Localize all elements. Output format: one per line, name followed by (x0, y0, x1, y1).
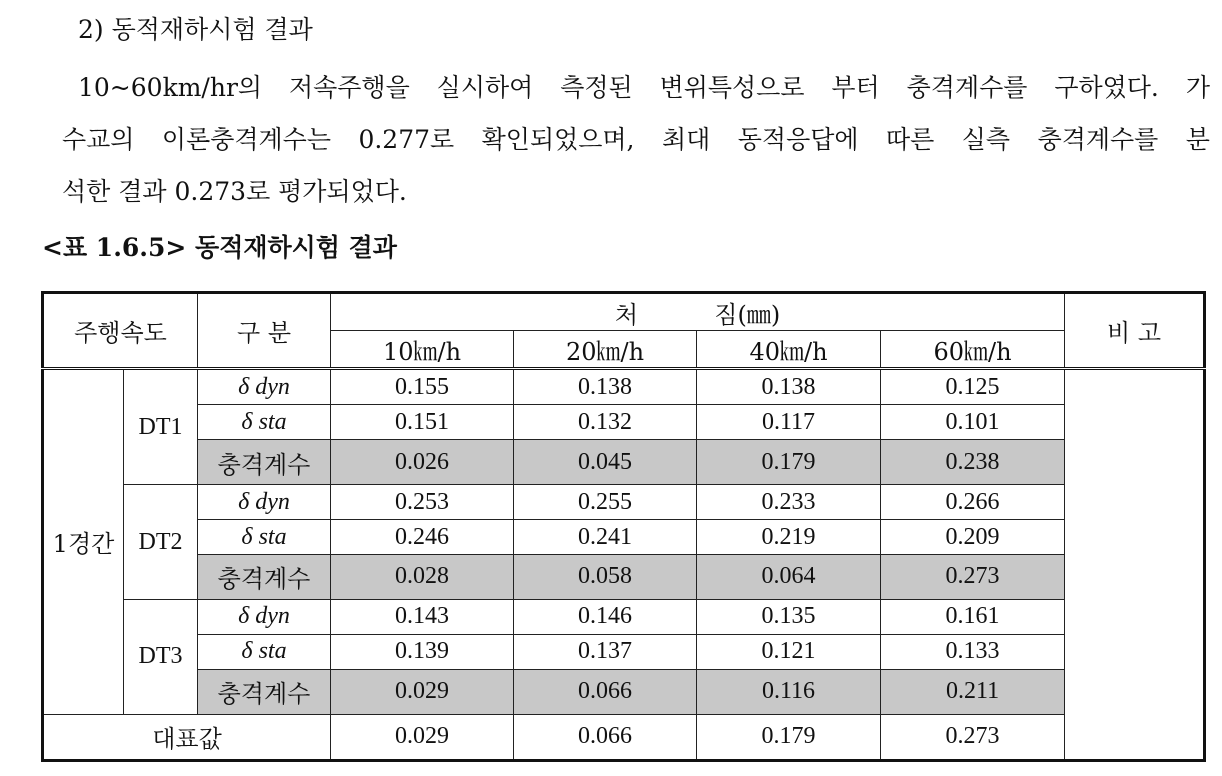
cell: 0.143 (331, 599, 514, 634)
table-row-impact (43, 669, 1205, 714)
cell: 0.139 (331, 634, 514, 669)
table-row (43, 520, 1205, 555)
cell: 0.064 (697, 555, 881, 600)
word: 충격계수를 (1037, 125, 1159, 154)
group-label: DT2 (124, 485, 198, 600)
cell: 0.179 (697, 714, 881, 760)
cell: 0.253 (331, 485, 514, 520)
cell: 0.117 (697, 405, 881, 440)
table-caption: <표 1.6.5> 동적재하시험 결과 (42, 233, 397, 262)
cell: 0.121 (697, 634, 881, 669)
row-label: δ sta (198, 520, 331, 555)
cell: 0.238 (881, 440, 1065, 485)
cell: 0.273 (881, 714, 1065, 760)
cell: 0.211 (881, 669, 1065, 714)
section-heading: 2) 동적재하시험 결과 (78, 15, 313, 44)
word: 확인되었으며, (481, 125, 635, 154)
word: 가 (1185, 73, 1210, 102)
word: 분 (1185, 125, 1210, 154)
row-label: 충격계수 (198, 669, 331, 714)
header-note: 비 고 (1065, 293, 1205, 369)
row-label: δ sta (198, 405, 331, 440)
header-division: 구 분 (198, 293, 331, 369)
cell: 0.029 (331, 669, 514, 714)
paragraph-line-1 (78, 68, 1210, 104)
span-label: 1경간 (43, 369, 124, 715)
header-speed-60: 60㎞/h (881, 331, 1065, 369)
word: 저속주행을 (288, 73, 410, 102)
cell: 0.028 (331, 555, 514, 600)
cell: 0.219 (697, 520, 881, 555)
row-label: δ sta (198, 634, 331, 669)
cell: 0.066 (514, 714, 697, 760)
cell: 0.135 (697, 599, 881, 634)
word: 실측 (961, 125, 1011, 154)
cell: 0.132 (514, 405, 697, 440)
header-speed: 주행속도 (43, 293, 198, 369)
cell: 0.151 (331, 405, 514, 440)
row-label: δ dyn (198, 599, 331, 634)
cell: 0.241 (514, 520, 697, 555)
cell: 0.058 (514, 555, 697, 600)
dynamic-load-test-table (41, 291, 1206, 762)
table-row (43, 485, 1205, 520)
header-speed-10: 10㎞/h (331, 331, 514, 369)
word: 따른 (886, 125, 935, 154)
table-row (43, 599, 1205, 634)
header-row (43, 293, 1205, 331)
word: 측정된 (560, 73, 633, 102)
table-row (43, 369, 1205, 405)
cell: 0.029 (331, 714, 514, 760)
table-row (43, 634, 1205, 669)
cell: 0.116 (697, 669, 881, 714)
group-label: DT3 (124, 599, 198, 714)
paragraph-line-3: 석한 결과 0.273로 평가되었다. (62, 177, 407, 206)
word: 이론충격계수는 (161, 125, 331, 154)
cell: 0.246 (331, 520, 514, 555)
cell: 0.266 (881, 485, 1065, 520)
table-row (43, 405, 1205, 440)
cell: 0.155 (331, 369, 514, 405)
word: 10~60km/hr의 (78, 73, 263, 102)
row-label: 충격계수 (198, 555, 331, 600)
word: 실시하여 (436, 73, 534, 102)
cell: 0.161 (881, 599, 1065, 634)
word: 변위특성으로 (659, 73, 805, 102)
cell: 0.179 (697, 440, 881, 485)
note-cell (1065, 369, 1205, 761)
representative-row (43, 714, 1205, 760)
cell: 0.146 (514, 599, 697, 634)
cell: 0.125 (881, 369, 1065, 405)
cell: 0.255 (514, 485, 697, 520)
table-row-impact (43, 555, 1205, 600)
header-deflection: 처 짐(㎜) (331, 293, 1065, 331)
cell: 0.233 (697, 485, 881, 520)
cell: 0.133 (881, 634, 1065, 669)
word: 구하였다. (1054, 73, 1159, 102)
header-speed-20: 20㎞/h (514, 331, 697, 369)
row-label: 충격계수 (198, 440, 331, 485)
word: 최대 (661, 125, 711, 154)
cell: 0.026 (331, 440, 514, 485)
table-row-impact (43, 440, 1205, 485)
word: 0.277로 (358, 125, 455, 154)
cell: 0.066 (514, 669, 697, 714)
cell: 0.138 (514, 369, 697, 405)
word: 수교의 (62, 125, 135, 154)
cell: 0.273 (881, 555, 1065, 600)
cell: 0.137 (514, 634, 697, 669)
header-speed-40: 40㎞/h (697, 331, 881, 369)
representative-label: 대표값 (43, 714, 331, 760)
row-label: δ dyn (198, 369, 331, 405)
group-label: DT1 (124, 369, 198, 485)
cell: 0.101 (881, 405, 1065, 440)
cell: 0.138 (697, 369, 881, 405)
word: 동적응답에 (737, 125, 859, 154)
word: 부터 (831, 73, 880, 102)
cell: 0.045 (514, 440, 697, 485)
cell: 0.209 (881, 520, 1065, 555)
row-label: δ dyn (198, 485, 331, 520)
paragraph-line-2 (62, 120, 1210, 156)
word: 충격계수를 (906, 73, 1028, 102)
